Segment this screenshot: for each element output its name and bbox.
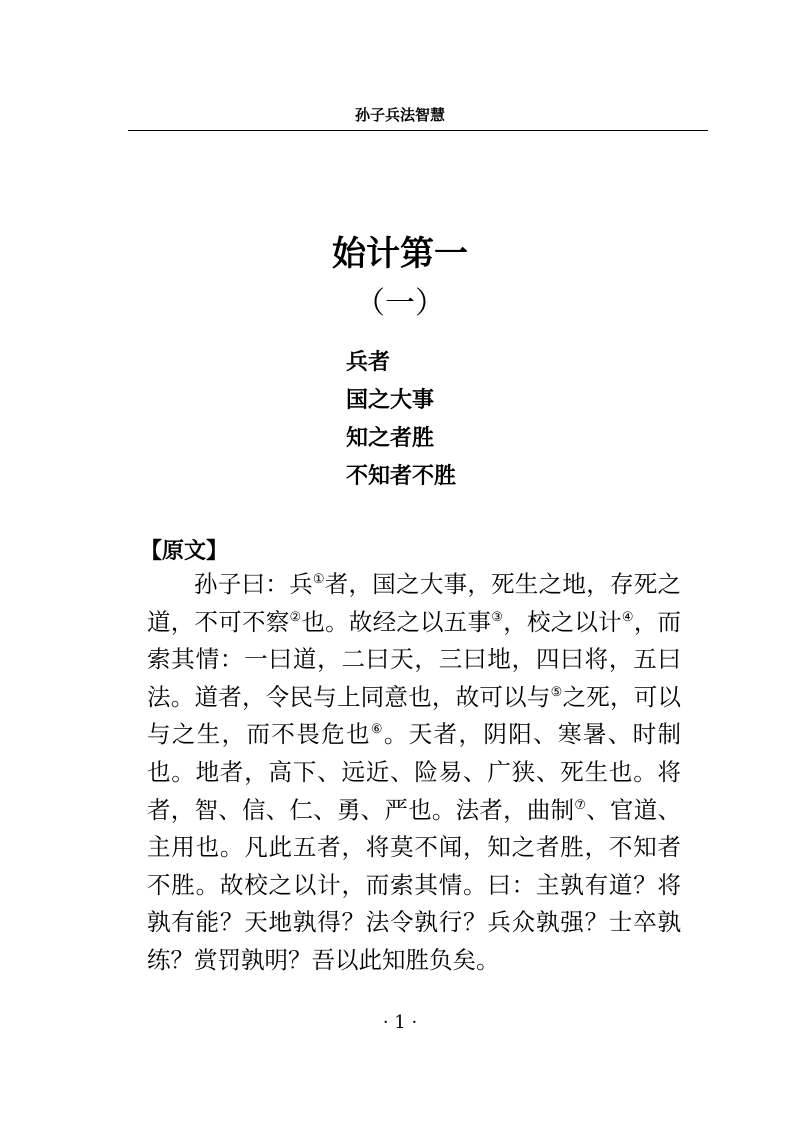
footnote-marker: ⑥ <box>370 722 384 738</box>
running-head: 孙子兵法智慧 <box>354 106 445 124</box>
text-segment: 者，国之大事，死生之地，存死之道，不可不察 <box>147 570 682 636</box>
summary-line: 不知者不胜 <box>346 463 457 489</box>
summary-lines <box>346 343 456 495</box>
footnote-marker: ③ <box>491 609 504 625</box>
text-segment: ，校之以计 <box>503 607 622 636</box>
original-text-body <box>147 566 681 980</box>
summary-line: 兵者 <box>346 349 391 375</box>
header-rule <box>128 130 708 131</box>
page-number: · 1 · <box>382 1012 418 1033</box>
text-segment: 孙子曰：兵 <box>194 570 313 598</box>
text-segment: 之死，可以与之生，而不畏危也 <box>147 682 682 749</box>
text-segment: 、官道、主用也。凡此五者，将莫不闻，知之者胜，不知者不胜。故校之以计，而索其情。曰：主孰有道？将孰有能？天地孰得？法令孰行？兵众孰强？士卒孰练？赏罚孰明？吾以此知胜负矣。 <box>147 795 682 974</box>
footnote-marker: ① <box>312 572 325 588</box>
footnote-marker: ⑤ <box>550 684 563 700</box>
section-number: （一） <box>355 286 445 321</box>
chapter-title: 始计第一 <box>332 234 468 274</box>
footnote-marker: ② <box>289 609 302 625</box>
text-segment: ，而索其情：一曰道，二曰天，三曰地，四曰将，五曰法。道者，令民与上同意也，故可以与 <box>147 607 682 711</box>
original-text-label: 【原文】 <box>140 538 229 564</box>
summary-line: 知之者胜 <box>346 425 435 451</box>
footnote-marker: ④ <box>621 609 634 625</box>
text-segment: 。天者，阴阳、寒暑、时制也。地者，高下、远近、险易、广狭、死生也。将者，智、信、仁、勇、严也。法者，曲制 <box>147 720 682 824</box>
summary-line: 国之大事 <box>346 387 435 413</box>
footnote-marker: ⑦ <box>574 797 587 813</box>
text-segment: 也。故经之以五事 <box>301 607 492 636</box>
